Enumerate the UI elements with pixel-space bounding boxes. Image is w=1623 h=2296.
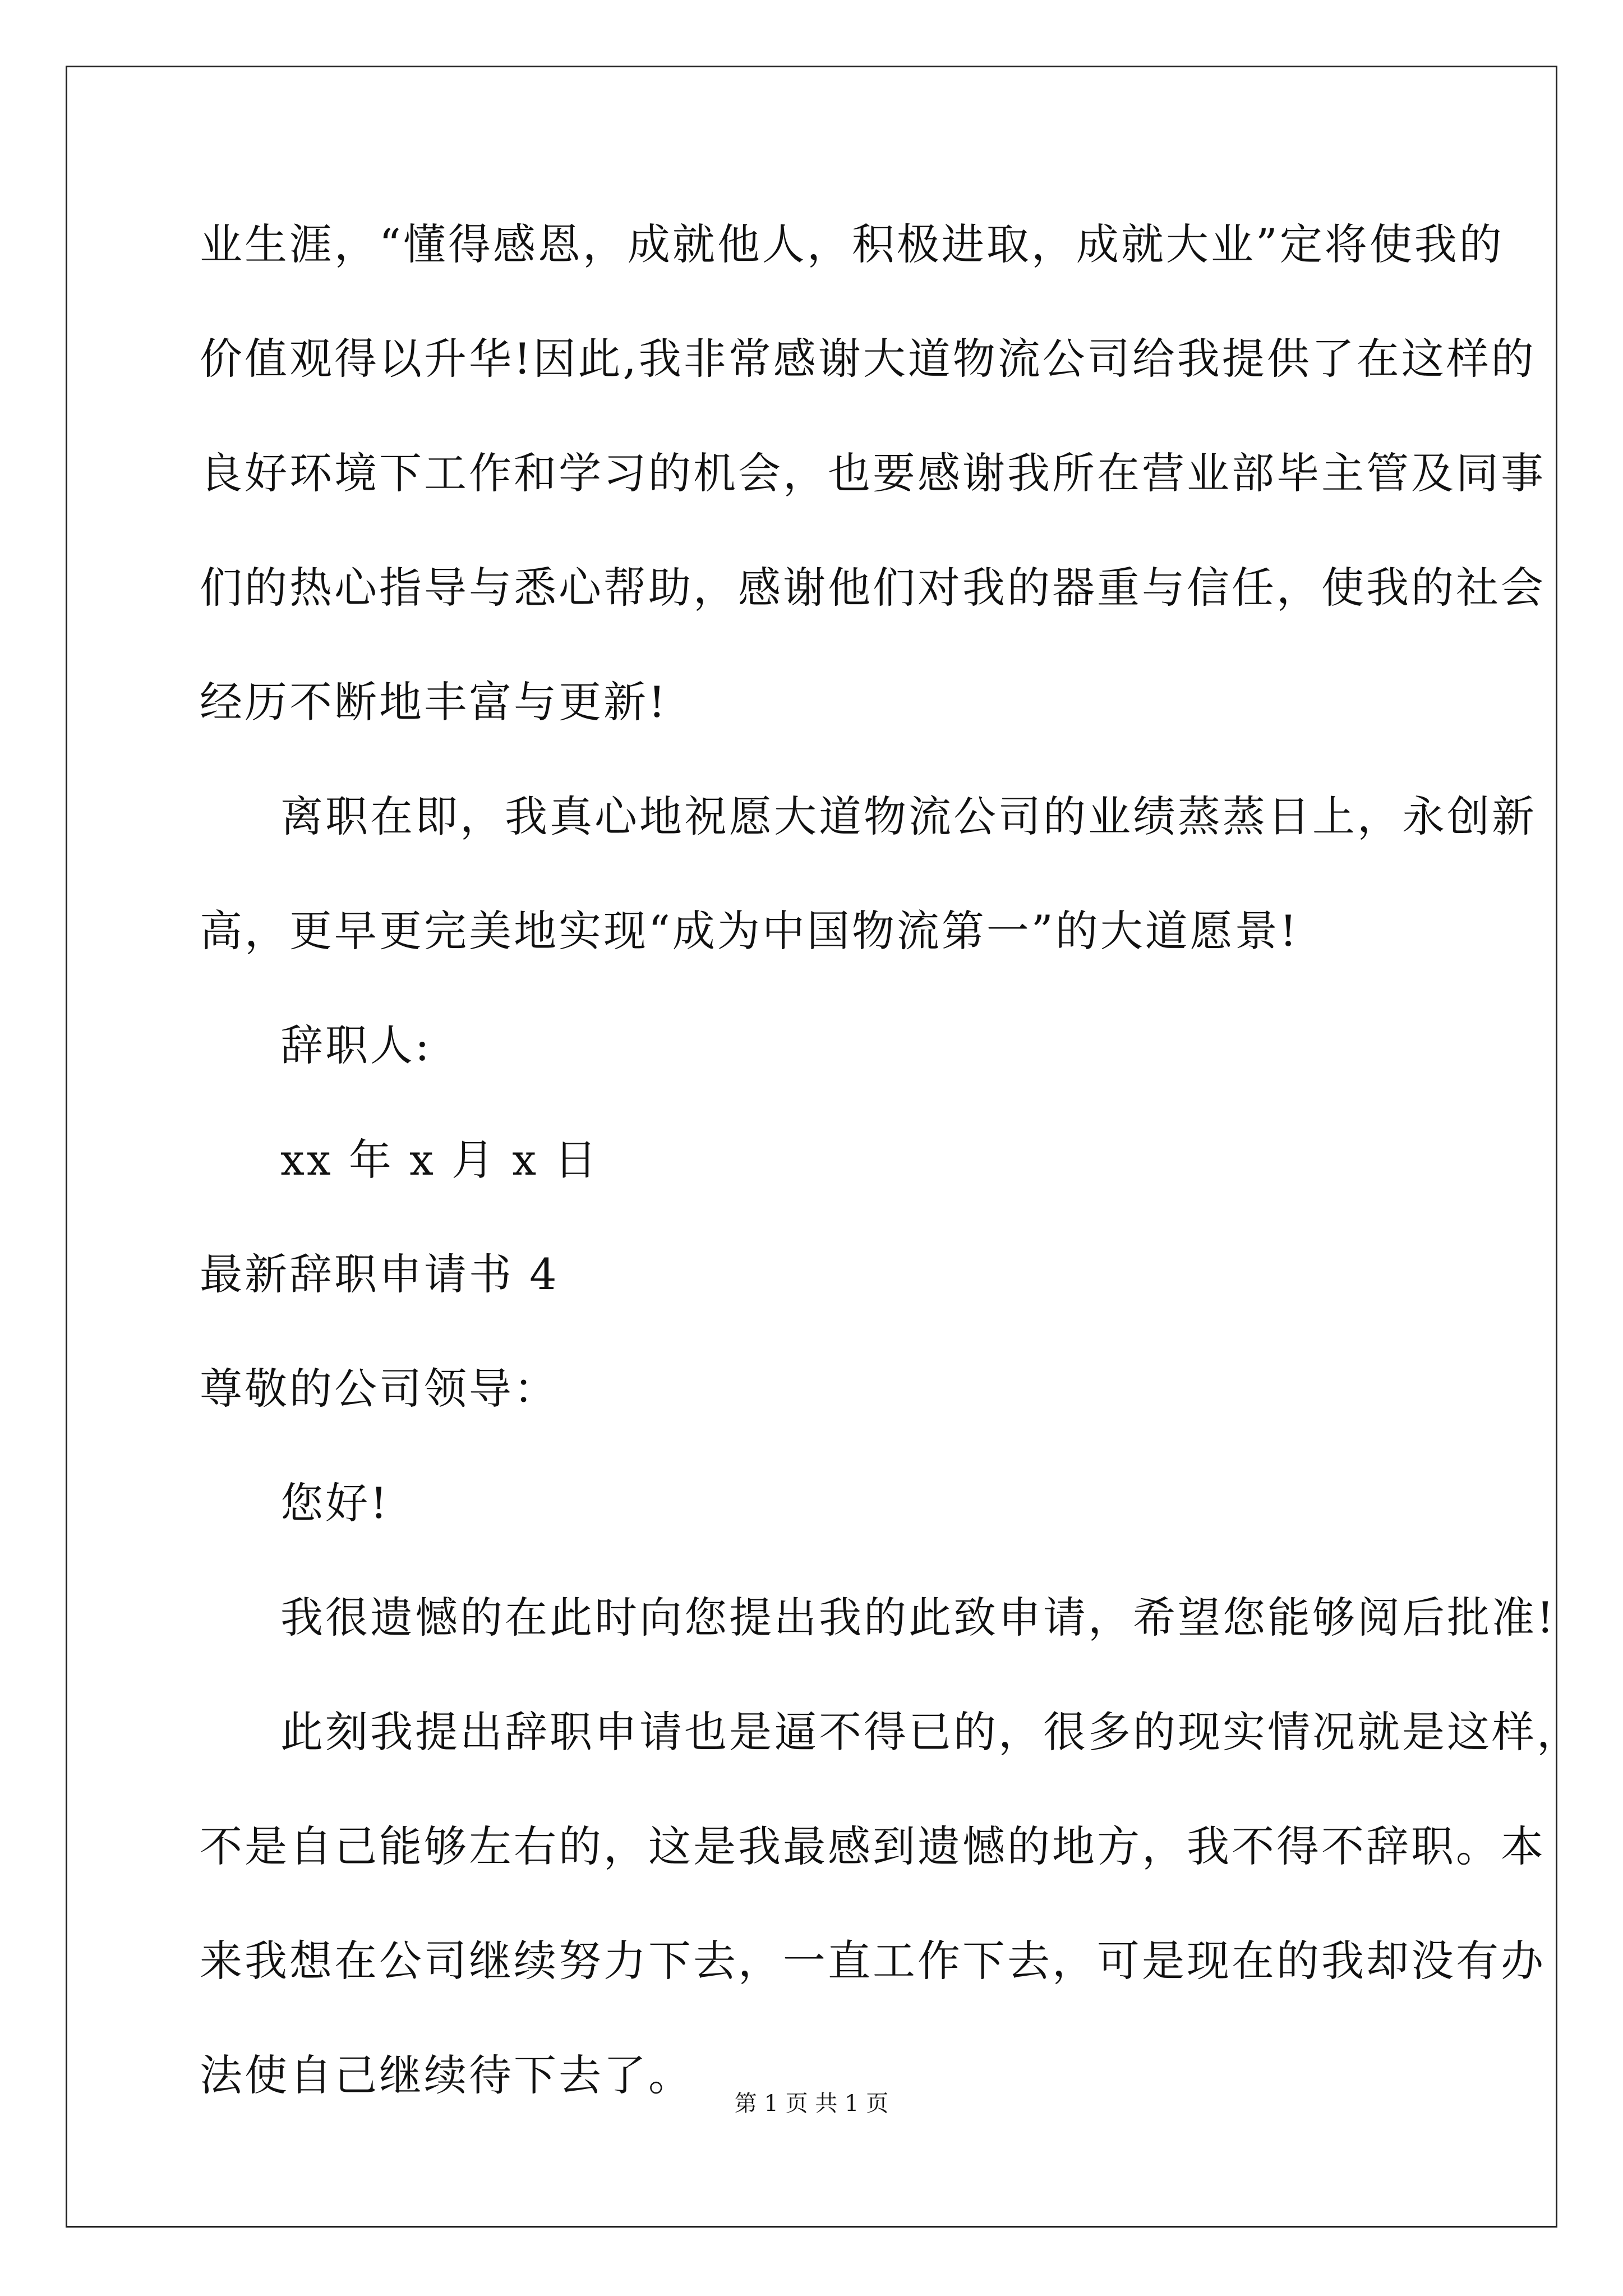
greeting: 您好! — [280, 1478, 390, 1528]
body-line: 不是自己能够左右的，这是我最感到遗憾的地方，我不得不辞职。本 — [200, 1821, 1546, 1871]
body-line: 价值观得以升华!因此,我非常感谢大道物流公司给我提供了在这样的 — [200, 334, 1536, 384]
body-line: 来我想在公司继续努力下去，一直工作下去，可是现在的我却没有办 — [200, 1936, 1546, 1986]
body-line: 此刻我提出辞职申请也是逼不得已的，很多的现实情况就是这样， — [280, 1707, 1581, 1757]
body-line: 们的热心指导与悉心帮助，感谢他们对我的器重与信任，使我的社会 — [200, 563, 1546, 613]
body-line: 法使自己继续待下去了。 — [200, 2050, 693, 2100]
page-number-footer: 第 1 页 共 1 页 — [734, 2091, 889, 2116]
date-line: xx 年 x 月 x 日 — [280, 1135, 600, 1185]
salutation: 尊敬的公司领导： — [200, 1364, 559, 1414]
body-line: 经历不断地丰富与更新! — [200, 677, 668, 727]
signature-label: 辞职人: — [280, 1020, 432, 1070]
body-line: 离职在即，我真心地祝愿大道物流公司的业绩蒸蒸日上，永创新 — [280, 792, 1537, 841]
body-line: 业生涯，“懂得感恩，成就他人，积极进取，成就大业”定将使我的 — [200, 219, 1504, 269]
body-line: 我很遗憾的在此时向您提出我的此致申请，希望您能够阅后批准! — [280, 1593, 1556, 1642]
body-line: 良好环境下工作和学习的机会，也要感谢我所在营业部毕主管及同事 — [200, 448, 1546, 498]
section-title: 最新辞职申请书 4 — [200, 1249, 559, 1299]
body-line: 高，更早更完美地实现“成为中国物流第一”的大道愿景! — [200, 906, 1299, 956]
